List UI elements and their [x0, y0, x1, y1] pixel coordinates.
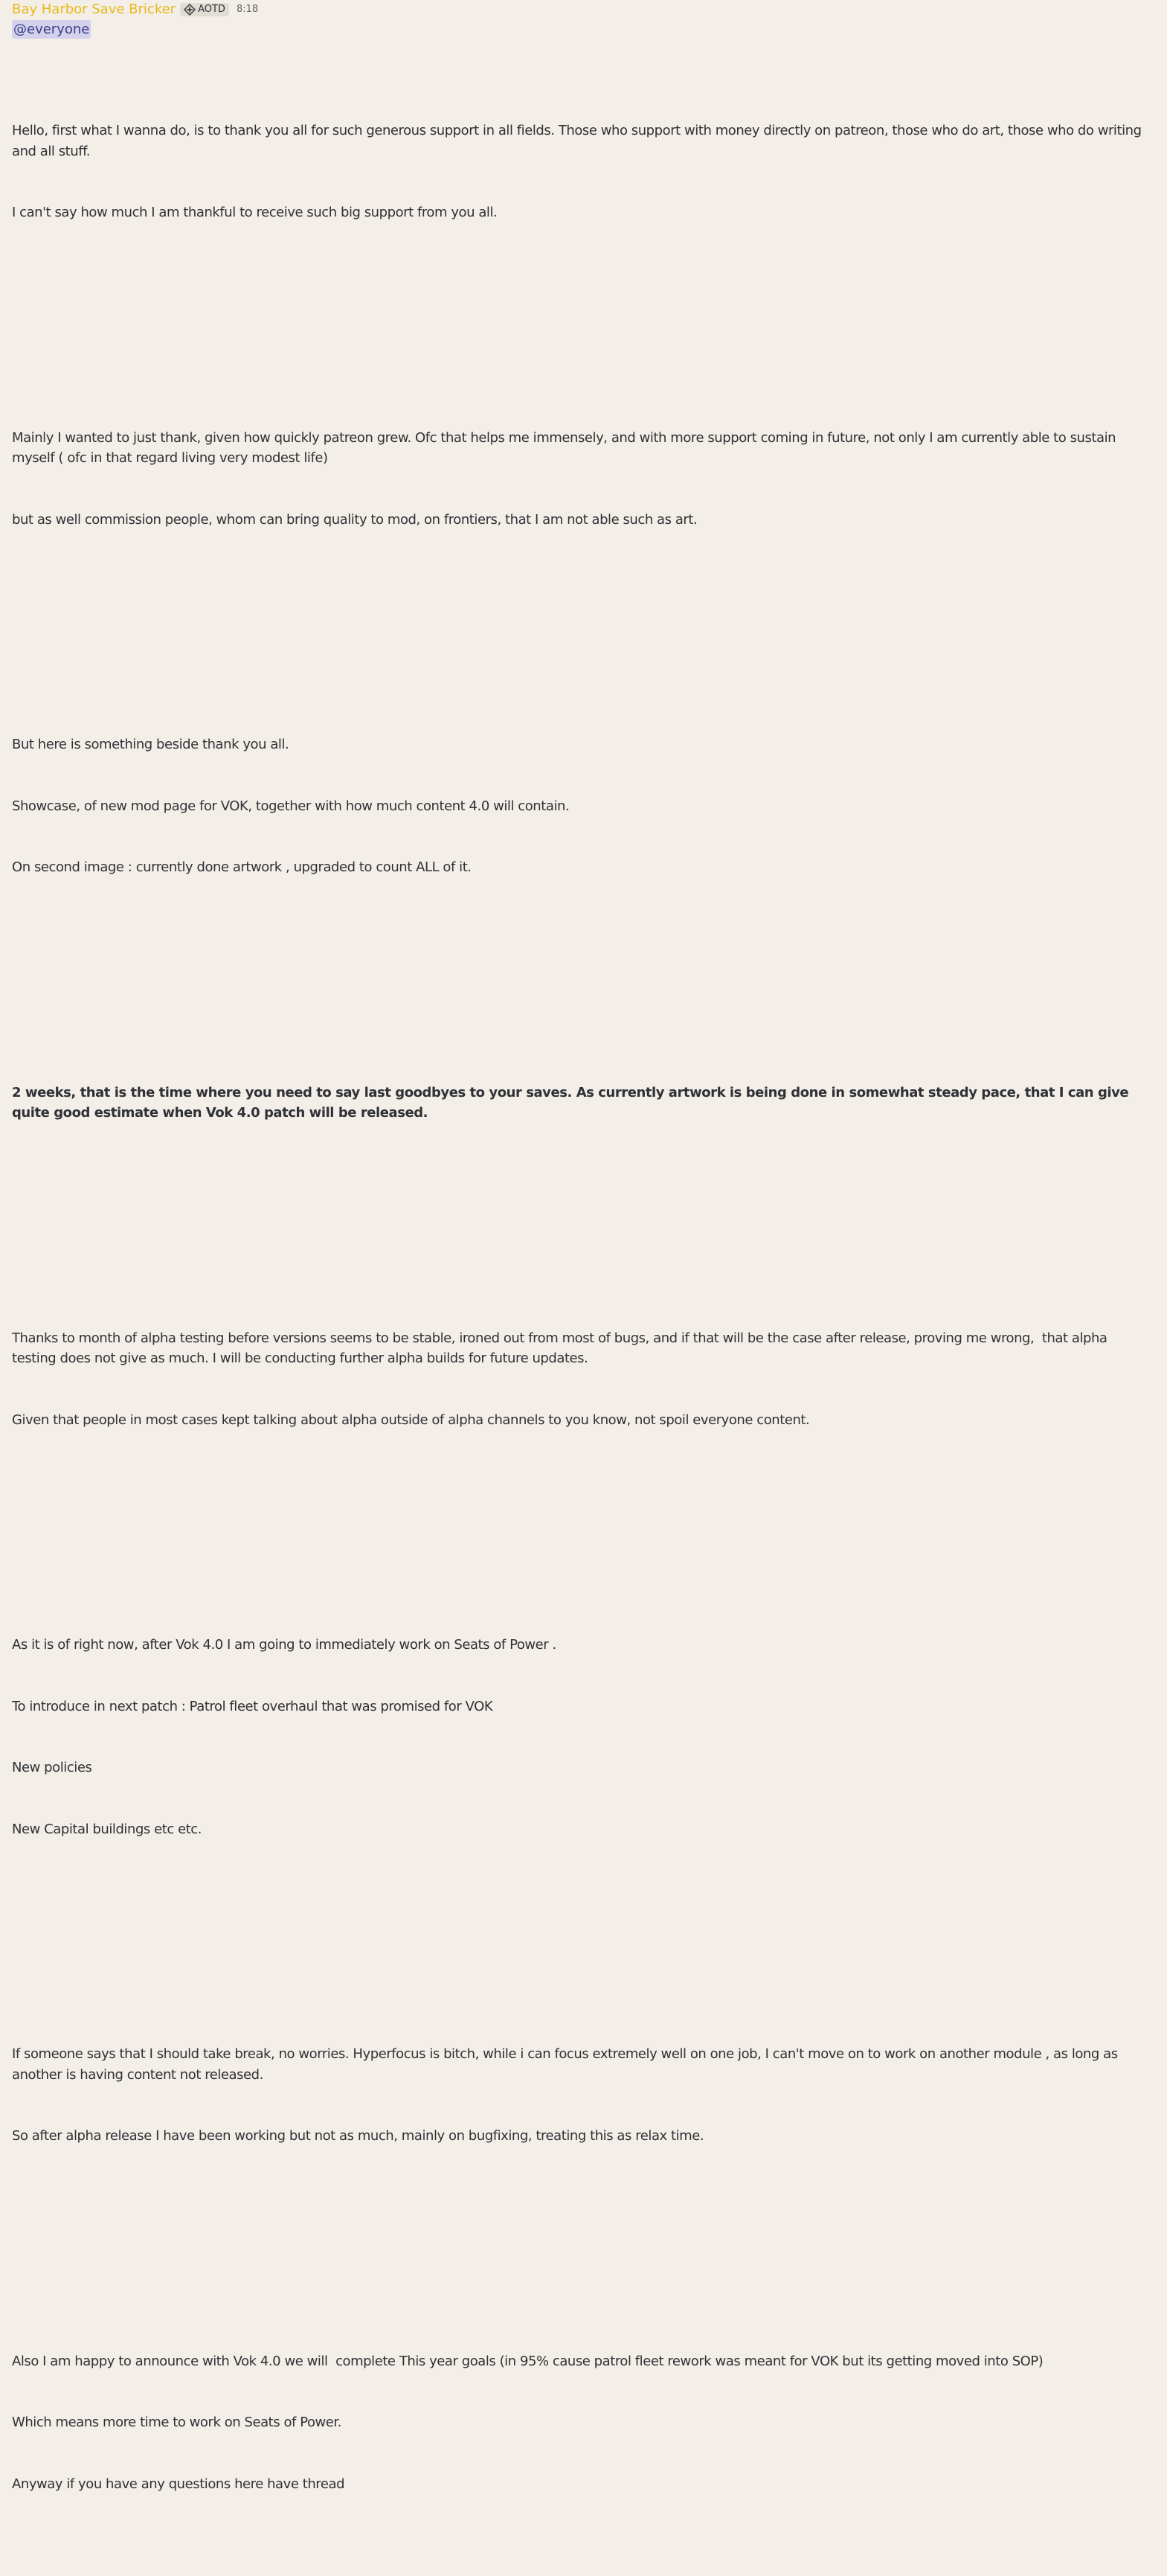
message-line: Which means more time to work on Seats of Power.	[12, 2415, 341, 2430]
paragraph-5	[12, 1287, 1154, 1472]
message-line: So after alpha release I have been working but not as much, mainly on bugfixing, treating this as relax time.	[12, 2128, 704, 2144]
message-line: But here is something beside thank you all.	[12, 737, 289, 752]
message-line: I can't say how much I am thankful to receive such big support from you all.	[12, 205, 498, 220]
message-header	[12, 0, 1154, 19]
author-name[interactable]: Bay Harbor Save Bricker	[12, 1, 176, 17]
message-line: Anyway if you have any questions here have thread	[12, 2476, 345, 2492]
message-line: To introduce in next patch : Patrol fleet overhaul that was promised for VOK	[12, 1698, 493, 1714]
message-line: Hello, first what I wanna do, is to thank you all for such generous support in all fields. Those who support with money directly on patreon, those who do art, those who do writing and all stuff.	[12, 123, 1145, 159]
message-line: On second image : currently done artwork , upgraded to count ALL of it.	[12, 859, 472, 875]
blank-line	[12, 1205, 1154, 1226]
blank-line	[12, 612, 1154, 632]
paragraph-6	[12, 1594, 1154, 1880]
message-line: New Capital buildings etc etc.	[12, 1821, 202, 1837]
role-tag-label: AOTD	[198, 3, 225, 15]
message-timestamp[interactable]: 8:18	[236, 3, 259, 15]
message-line: Also I am happy to announce with Vok 4.0 we will complete This year goals (in 95% cause patrol fleet rework was meant for VOK but its getting moved into SOP)	[12, 2353, 1044, 2369]
blank-line	[12, 1512, 1154, 1533]
paragraph-8	[12, 2310, 1154, 2536]
message-content	[12, 39, 1154, 2576]
message-line: If someone says that I should take break, no worries. Hyperfocus is bitch, while i can focus extremely well on one job, I can't move on to work on another module , as long as another is having content not released.	[12, 2046, 1122, 2083]
blank-line	[12, 2229, 1154, 2249]
everyone-mention[interactable]: @everyone	[13, 22, 90, 37]
message-line: As it is of right now, after Vok 4.0 I am going to immediately work on Seats of Power .	[12, 1637, 556, 1653]
message-line: Mainly I wanted to just thank, given how quickly patreon grew. Ofc that helps me immensely, and with more support coming in future, not only I am currently able to sustain myself ( ofc in that regard living very modest life)	[12, 429, 1120, 466]
blank-line	[12, 305, 1154, 326]
bold-announcement: 2 weeks, that is the time where you need to say last goodbyes to your saves. As currently artwork is being done in somewhat steady pace, that I can give quite good estimate when Vok 4.0 patch will be released.	[12, 1084, 1133, 1121]
message-line: New policies	[12, 1760, 92, 1775]
blank-line	[12, 960, 1154, 981]
message-line: Given that people in most cases kept talking about alpha outside of alpha channels to you know, not spoil everyone content.	[12, 1412, 810, 1428]
paragraph-3	[12, 693, 1154, 919]
paragraph-4	[12, 1042, 1154, 1164]
diamond-cross-icon	[183, 4, 196, 16]
paragraph-7	[12, 2003, 1154, 2188]
message-line: Showcase, of new mod page for VOK, together with how much content 4.0 will contain.	[12, 798, 570, 814]
paragraph-2	[12, 387, 1154, 571]
mention-row	[12, 19, 1154, 39]
blank-line	[12, 1921, 1154, 1942]
message-line: Thanks to month of alpha testing before versions seems to be stable, ironed out from most of bugs, and if that will be the case after release, proving me wrong, that alpha testing does not give as much. I will be conducting further alpha builds for future updates.	[12, 1330, 1111, 1366]
role-tag[interactable]	[180, 3, 229, 16]
message-line: but as well commission people, whom can bring quality to mod, on frontiers, that I am not able such as art.	[12, 511, 698, 528]
paragraph-1	[12, 80, 1154, 264]
